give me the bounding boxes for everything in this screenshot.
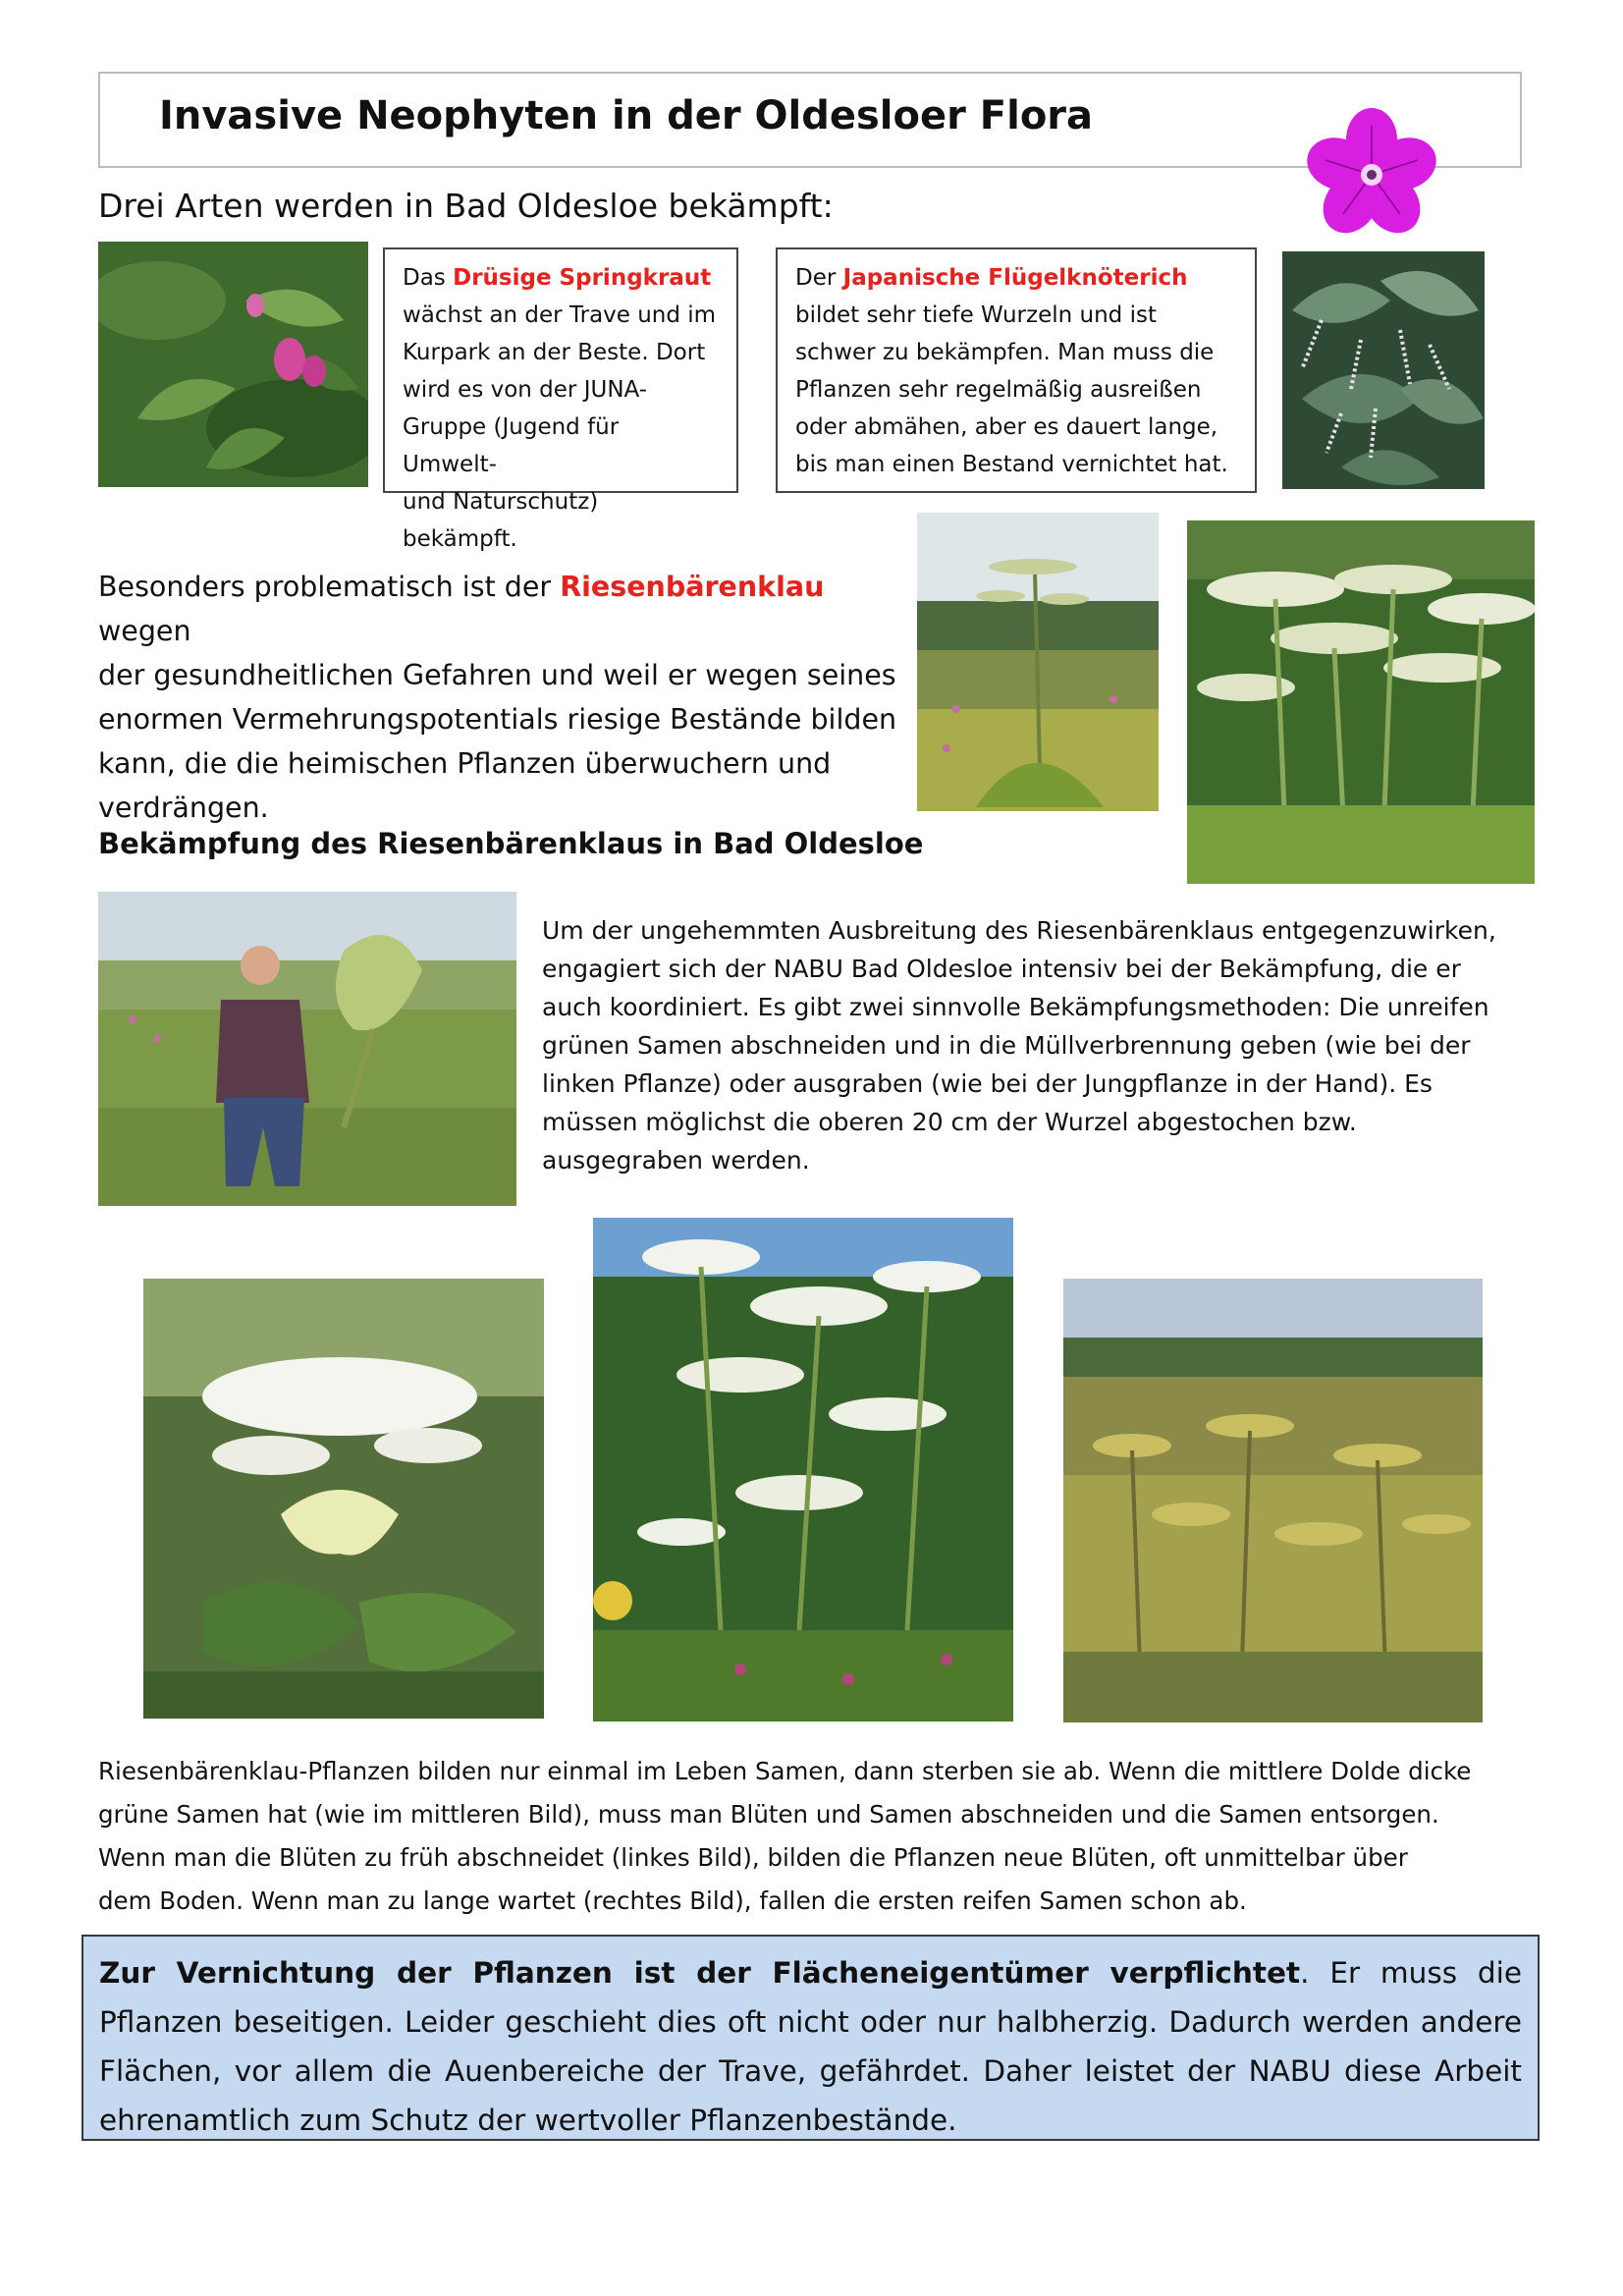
springkraut-first-line: Das Drüsige Springkraut (403, 265, 712, 291)
seed-line: dem Boden. Wenn man zu lange wartet (rechtes Bild), fallen die ersten reifen Samen schon ab. (98, 1886, 1247, 1915)
nabu-line: Um der ungehemmten Ausbreitung des Riesenbärenklaus entgegenzuwirken, (542, 916, 1496, 945)
early-cut-flower-photo (143, 1279, 544, 1719)
springkraut-species-name: Drüsige Springkraut (453, 265, 712, 291)
seed-line: grüne Samen hat (wie im mittleren Bild), muss man Blüten und Samen abschneiden und die Samen entsorgen. (98, 1800, 1439, 1829)
seed-paragraph (98, 1750, 1542, 1923)
problem-line: der gesundheitlichen Gefahren und weil er wegen seines (98, 659, 896, 691)
problem-line: kann, die die heimischen Pflanzen überwuchern und (98, 747, 832, 780)
obligation-rest: . Er muss die Pflanzen beseitigen. Leider geschieht dies oft nicht oder nur halbherzig. Dadurch werden andere Flächen, vor allem die Auenbereiche der Trave, gefährdet. Daher leistet der NABU diese Arbeit ehrenamtlich zum Schutz der wertvoller Pflanzenbestände. (99, 1956, 1522, 2137)
springkraut-line: wächst an der Trave und im (403, 302, 717, 328)
nabu-line: ausgegraben werden. (542, 1146, 810, 1175)
knoeterich-line: bis man einen Bestand vernichtet hat. (795, 452, 1228, 477)
ripe-seed-photo (1063, 1279, 1483, 1722)
obligation-note (81, 1935, 1540, 2141)
section-subtitle: Drei Arten werden in Bad Oldesloe bekämpft: (98, 187, 834, 225)
springkraut-info-box (383, 247, 738, 552)
seed-line: Riesenbärenklau-Pflanzen bilden nur einmal im Leben Samen, dann sterben sie ab. Wenn die mittlere Dolde dicke (98, 1757, 1472, 1785)
nabu-paragraph (542, 911, 1534, 1179)
nabu-line: auch koordiniert. Es gibt zwei sinnvolle Bekämpfungsmethoden: Die unreifen (542, 993, 1489, 1021)
knoeterich-photo (1282, 251, 1485, 489)
riesenbaerenklau-stand-photo (1187, 520, 1535, 884)
springkraut-line: und Naturschutz) bekämpft. (403, 489, 599, 552)
springkraut-photo (98, 242, 368, 487)
knoeterich-line: Pflanzen sehr regelmäßig ausreißen (795, 377, 1202, 403)
nabu-line: engagiert sich der NABU Bad Oldesloe intensiv bei der Bekämpfung, die er (542, 955, 1461, 983)
knoeterich-line: bildet sehr tiefe Wurzeln und ist (795, 302, 1157, 328)
springkraut-line: wird es von der JUNA- (403, 377, 648, 403)
riesenbaerenklau-highlight: Riesenbärenklau (560, 571, 825, 603)
nabu-line: grünen Samen abschneiden und in die Müllverbrennung geben (wie bei der (542, 1031, 1471, 1060)
section-heading: Bekämpfung des Riesenbärenklaus in Bad Oldesloe (98, 827, 924, 860)
knoeterich-first-line: Der Japanische Flügelknöterich (795, 265, 1188, 291)
springkraut-line: Gruppe (Jugend für Umwelt- (403, 414, 620, 477)
springkraut-line: Kurpark an der Beste. Dort (403, 340, 706, 365)
problem-paragraph (98, 565, 903, 830)
green-seed-photo (593, 1218, 1013, 1722)
problem-line: verdrängen. (98, 792, 269, 824)
nabu-line: müssen möglichst die oberen 20 cm der Wurzel abgestochen bzw. (542, 1108, 1357, 1136)
knoeterich-species-name: Japanische Flügelknöterich (842, 265, 1188, 291)
obligation-bold: Zur Vernichtung der Pflanzen ist der Flächeneigentümer verpflichtet (99, 1956, 1301, 1990)
page-title: Invasive Neophyten in der Oldesloer Flora (159, 93, 1094, 138)
geranium-flower-icon (1298, 106, 1445, 242)
problem-first-line: Besonders problematisch ist der Riesenbärenklau wegen (98, 571, 825, 647)
nabu-line: linken Pflanze) oder ausgraben (wie bei der Jungpflanze in der Hand). Es (542, 1069, 1433, 1098)
seed-line: Wenn man die Blüten zu früh abschneidet (linkes Bild), bilden die Pflanzen neue Blüten, oft unmittelbar über (98, 1843, 1408, 1872)
problem-line: enormen Vermehrungspotentials riesige Bestände bilden (98, 703, 897, 736)
knoeterich-info-box (776, 247, 1257, 493)
nabu-volunteer-photo (98, 892, 516, 1206)
knoeterich-line: schwer zu bekämpfen. Man muss die (795, 340, 1215, 365)
riesenbaerenklau-field-photo (917, 513, 1159, 811)
knoeterich-line: oder abmähen, aber es dauert lange, (795, 414, 1218, 440)
